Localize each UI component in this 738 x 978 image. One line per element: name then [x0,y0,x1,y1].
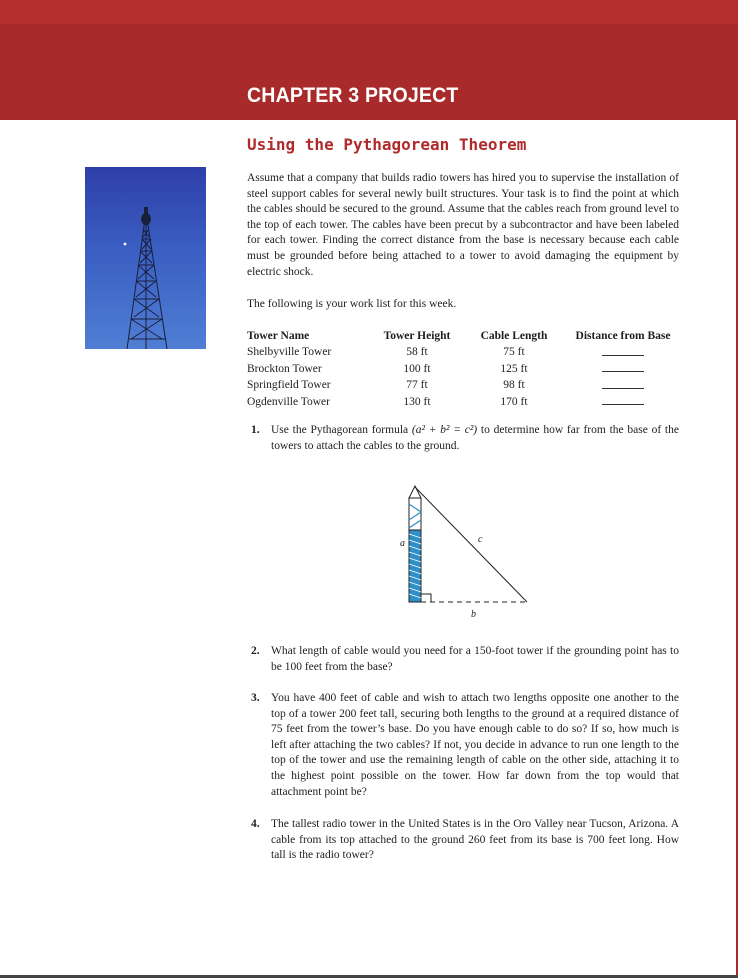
worklist-intro: The following is your work list for this week. [247,298,457,310]
label-a: a [400,538,405,549]
pythagorean-diagram [395,480,535,620]
table-row [247,361,683,378]
table-row [247,345,683,362]
question-3 [251,691,679,800]
col-header-distance: Distance from Base [575,330,671,342]
question-text-part: Use the Pythagorean formula [271,424,412,436]
col-header-cable-length: Cable Length [480,330,548,342]
tower-name-cell: Ogdenville Tower [247,395,330,408]
question-2 [251,644,679,675]
tower-height-cell: 77 ft [406,379,428,392]
tower-height-cell: 130 ft [403,395,431,408]
intro-paragraph: Assume that a company that builds radio towers has hired you to supervise the installation of steel support cables for several newly built structures. Your task is to find the point at which the cables should be secured to the ground. Assume that the cables reach from ground level to the top of each tower. The cables have been precut by a subcontractor and have been labeled for each tower. Finding the correct distance from the base is necessary because each cable must be grounded before being attached to a tower to avoid damaging the equipment by electric shock. [247,172,679,278]
question-number: 3. [251,692,260,704]
cable-length-cell: 170 ft [500,395,528,408]
cable-length-cell: 98 ft [503,379,525,392]
question-number: 4. [251,818,260,830]
table-row [247,378,683,395]
distance-blank[interactable] [563,361,683,378]
table-row [247,394,683,411]
label-c: c [478,534,483,545]
question-4 [251,817,679,864]
distance-blank[interactable] [563,345,683,362]
label-b: b [471,609,476,620]
tower-name-cell: Springfield Tower [247,379,331,392]
col-header-tower-height: Tower Height [383,330,451,342]
tower-name-cell: Brockton Tower [247,362,322,375]
cable-length-cell: 125 ft [500,362,528,375]
pythagorean-formula: (a² + b² = c²) [411,424,478,436]
radio-tower-photo [85,167,206,349]
question-text: You have 400 feet of cable and wish to attach two lengths opposite one another to the top of a tower 200 feet tall, securing both lengths to the ground at a required distance of 75 feet from the tower’s base. Do you have enough cable to do so? If so, how much is left after attaching the two cables? If not, you decide in advance to run one length to the top of the tower and use the remaining length of cable on the other side, attaching it to the highest point possible on the tower. How far down from the top would that attachment point be? [271,692,679,798]
question-text [271,423,679,454]
radio-tower-illustration [85,167,206,349]
tower-worklist-table [247,329,683,411]
distance-blank[interactable] [563,378,683,395]
tower-name-cell: Shelbyville Tower [247,346,332,359]
tower-height-cell: 58 ft [406,346,428,359]
banner-top-band [0,0,738,24]
table-header-row [247,329,683,345]
col-header-tower-name: Tower Name [247,330,310,342]
distance-blank[interactable] [563,394,683,411]
cable-length-cell: 75 ft [503,346,525,359]
question-text-part: to determine how far from the base of the towers to attach the cables to the ground. [271,424,679,452]
question-number: 1. [251,424,260,436]
question-text: What length of cable would you need for a 150-foot tower if the grounding point has to be 100 feet from the base? [271,645,679,673]
section-title: Using the Pythagorean Theorem [247,135,527,154]
chapter-title: CHAPTER 3 PROJECT [247,84,459,107]
question-text: The tallest radio tower in the United States is in the Oro Valley near Tucson, Arizona. A cable from its top attached to the ground 260 feet from its base is 700 feet long. How tall is the radio tower? [271,818,679,862]
question-number: 2. [251,645,260,657]
tower-height-cell: 100 ft [403,362,431,375]
question-1 [251,423,679,454]
